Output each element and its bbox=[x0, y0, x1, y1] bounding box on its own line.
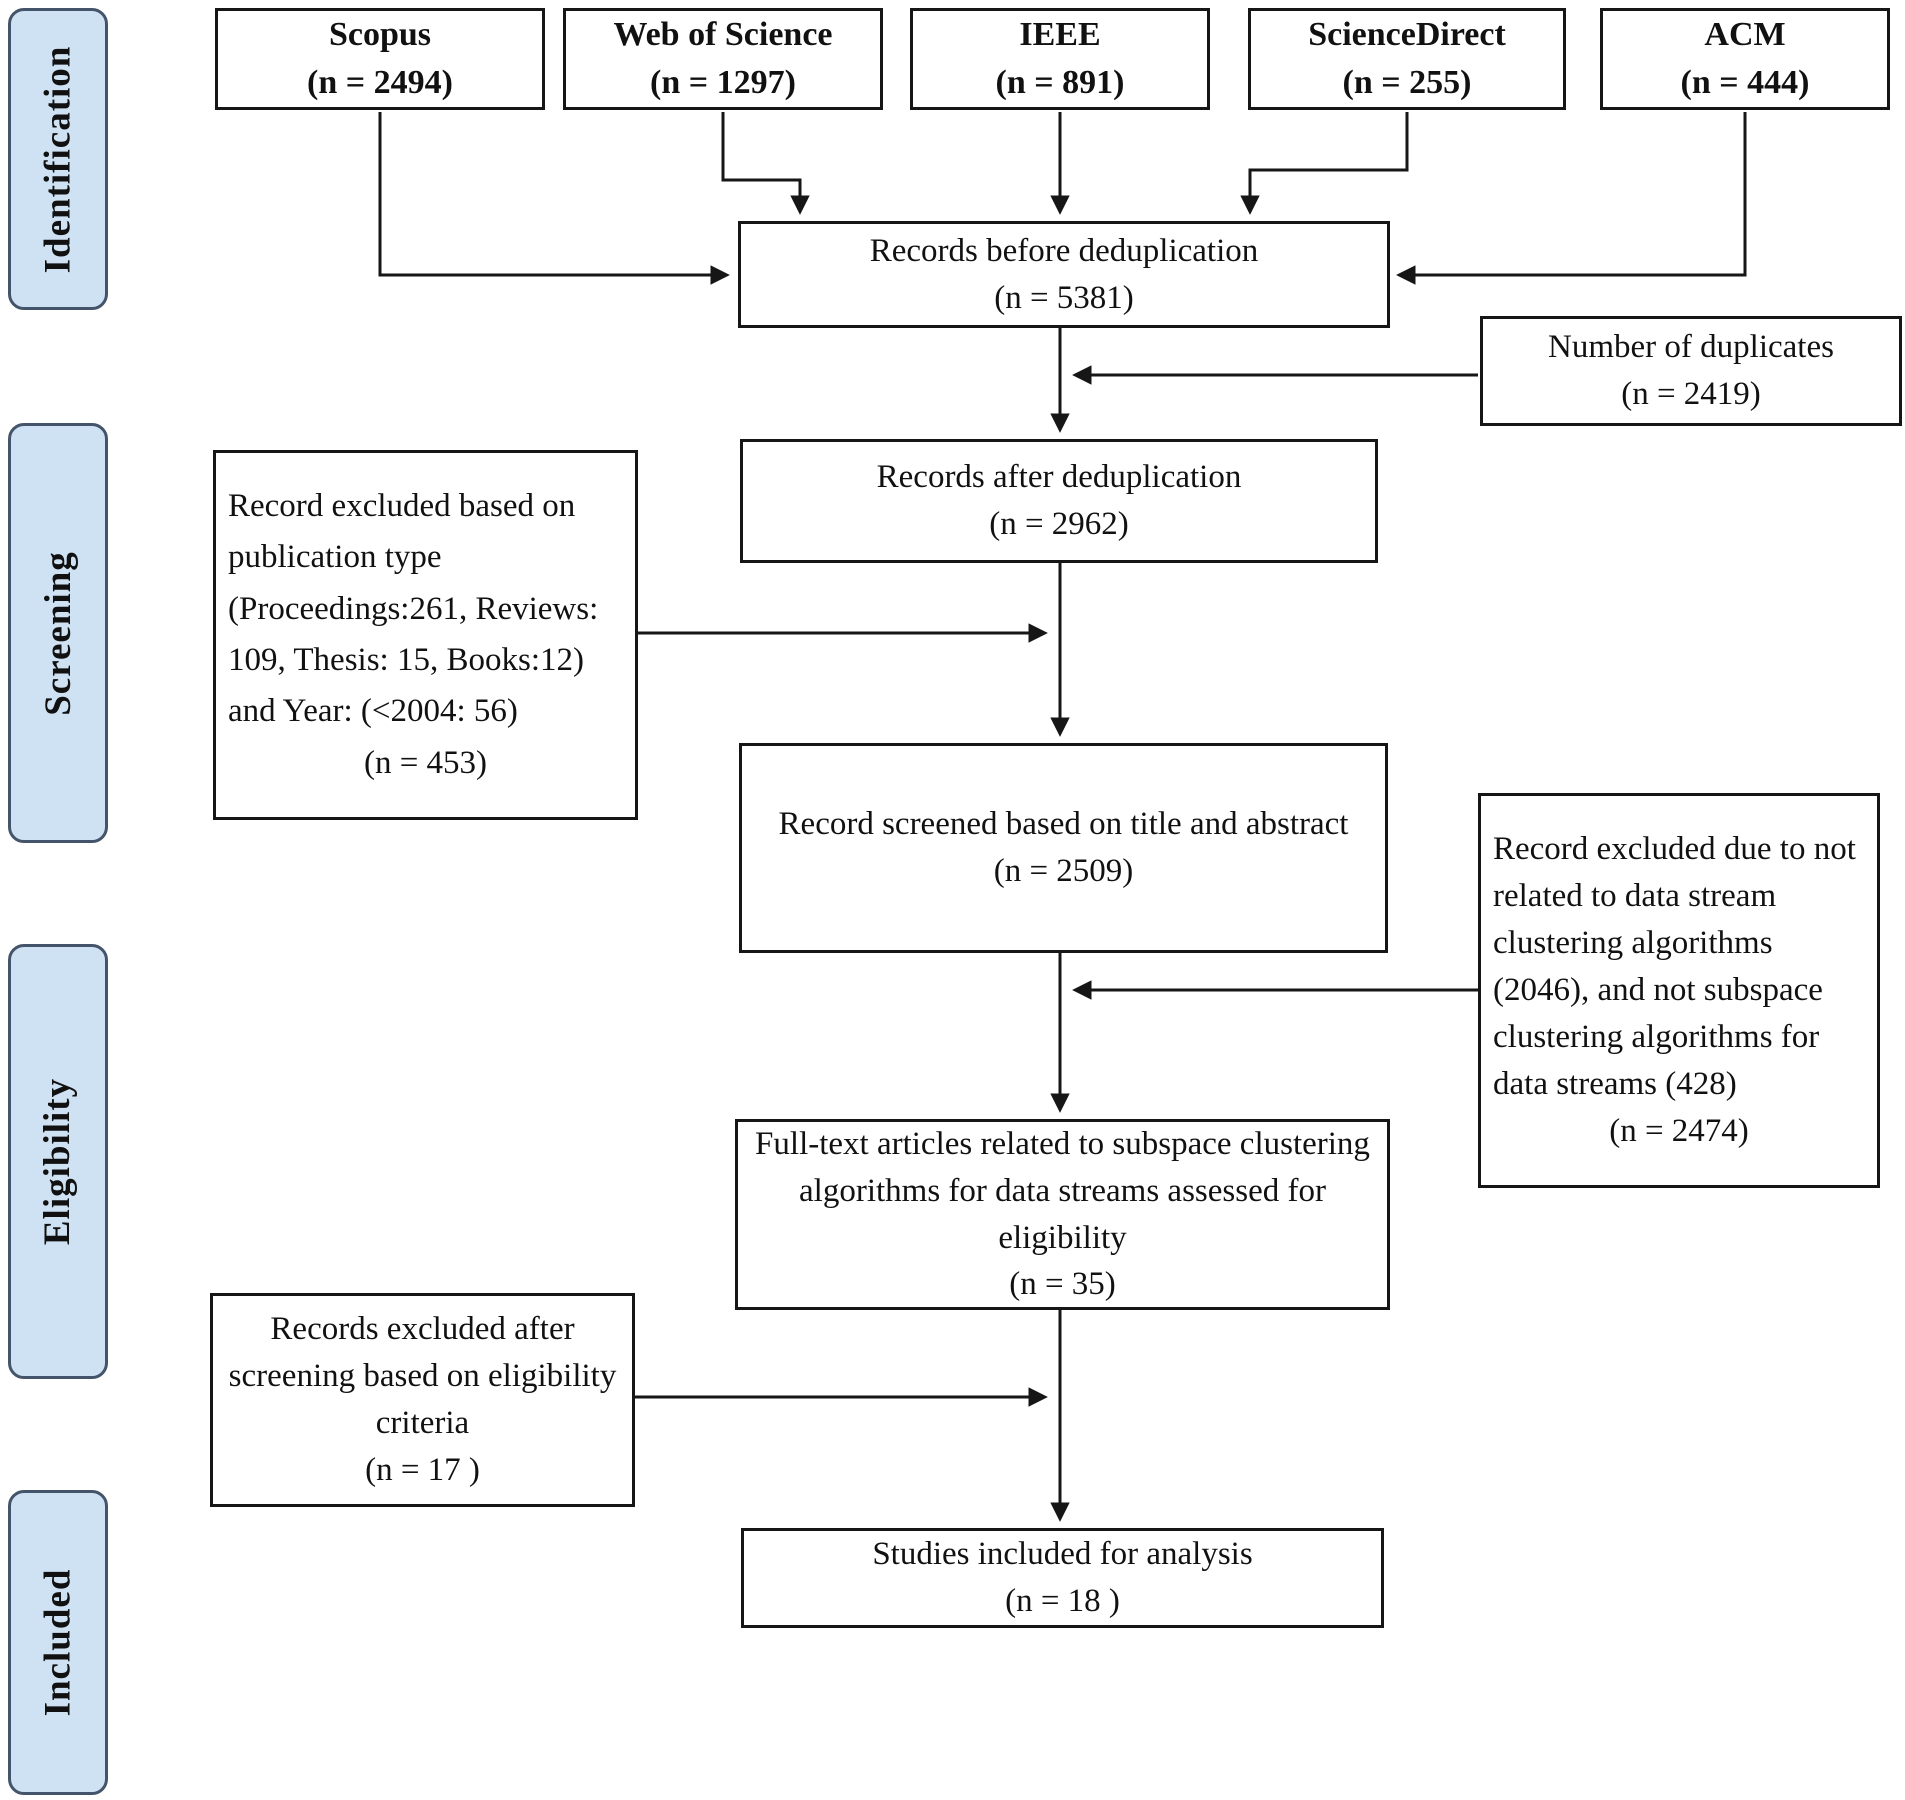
source-box-web-of-science bbox=[563, 8, 883, 110]
stage-eligibility bbox=[8, 944, 108, 1379]
studies-included-count: (n = 18 ) bbox=[1005, 1583, 1120, 1619]
source-acm-name: ACM bbox=[1704, 15, 1786, 53]
excluded-eligibility-count: (n = 17 ) bbox=[365, 1451, 480, 1488]
connector-scopus-to-before-dedup bbox=[380, 112, 726, 275]
source-box-acm bbox=[1600, 8, 1890, 110]
source-box-sciencedirect bbox=[1248, 8, 1566, 110]
excluded-publication-count: (n = 453) bbox=[363, 744, 488, 781]
stage-eligibility-label: Eligibility bbox=[37, 1077, 79, 1246]
source-wos-count: (n = 1297) bbox=[650, 64, 796, 101]
stage-included-label: Included bbox=[37, 1568, 79, 1717]
records-screened-count: (n = 2509) bbox=[993, 853, 1134, 889]
box-records-screened bbox=[739, 743, 1388, 953]
source-scopus-count: (n = 2494) bbox=[307, 64, 453, 101]
source-box-ieee bbox=[910, 8, 1210, 110]
studies-included-text: Studies included for analysis bbox=[872, 1536, 1253, 1573]
source-acm-count: (n = 444) bbox=[1680, 64, 1810, 101]
stage-screening bbox=[8, 423, 108, 843]
box-fulltext-assessed bbox=[735, 1119, 1390, 1310]
source-scopus-name: Scopus bbox=[328, 15, 432, 53]
duplicates-count: (n = 2419) bbox=[1621, 376, 1761, 412]
excluded-not-related-count: (n = 2474) bbox=[1609, 1112, 1749, 1149]
box-excluded-not-related bbox=[1478, 793, 1880, 1188]
source-wos-name: Web of Science bbox=[613, 15, 833, 53]
stage-identification bbox=[8, 8, 108, 310]
records-screened-text: Record screened based on title and abstract bbox=[778, 806, 1349, 843]
fulltext-assessed-text: Full-text articles related to subspace clustering algorithms for data streams assessed for eligibility bbox=[755, 1125, 1370, 1256]
box-number-of-duplicates bbox=[1480, 316, 1902, 426]
source-box-scopus bbox=[215, 8, 545, 110]
excluded-publication-text: Record excluded based on publication type (Proceedings:261, Reviews: 109, Thesis: 15, Books:12) and Year: (<2004: 56) bbox=[228, 487, 599, 730]
records-after-dedup-text: Records after deduplication bbox=[876, 459, 1242, 496]
fulltext-assessed-count: (n = 35) bbox=[1009, 1266, 1116, 1303]
stage-identification-label: Identification bbox=[37, 45, 79, 273]
source-ieee-count: (n = 891) bbox=[995, 64, 1125, 101]
records-before-dedup-count: (n = 5381) bbox=[994, 279, 1134, 316]
box-records-after-deduplication bbox=[740, 439, 1378, 563]
source-sciencedirect-name: ScienceDirect bbox=[1308, 15, 1506, 53]
records-before-dedup-text: Records before deduplication bbox=[869, 232, 1259, 269]
excluded-not-related-text: Record excluded due to not related to data stream clustering algorithms (2046), and not subspace clustering algorithms for data streams (428) bbox=[1493, 831, 1856, 1102]
box-excluded-publication-type bbox=[213, 450, 638, 820]
connector-wos-to-before-dedup bbox=[723, 112, 800, 211]
box-studies-included bbox=[741, 1528, 1384, 1628]
box-excluded-eligibility bbox=[210, 1293, 635, 1507]
connector-sciencedirect-to-before-dedup bbox=[1250, 112, 1407, 211]
source-sciencedirect-count: (n = 255) bbox=[1342, 64, 1472, 101]
box-records-before-deduplication bbox=[738, 221, 1390, 328]
duplicates-text: Number of duplicates bbox=[1548, 329, 1834, 366]
source-ieee-name: IEEE bbox=[1019, 15, 1101, 53]
records-after-dedup-count: (n = 2962) bbox=[989, 506, 1129, 542]
stage-screening-label: Screening bbox=[37, 550, 79, 716]
stage-included bbox=[8, 1490, 108, 1795]
excluded-eligibility-text: Records excluded after screening based on eligibility criteria bbox=[228, 1311, 617, 1441]
connector-acm-to-before-dedup bbox=[1400, 112, 1745, 275]
